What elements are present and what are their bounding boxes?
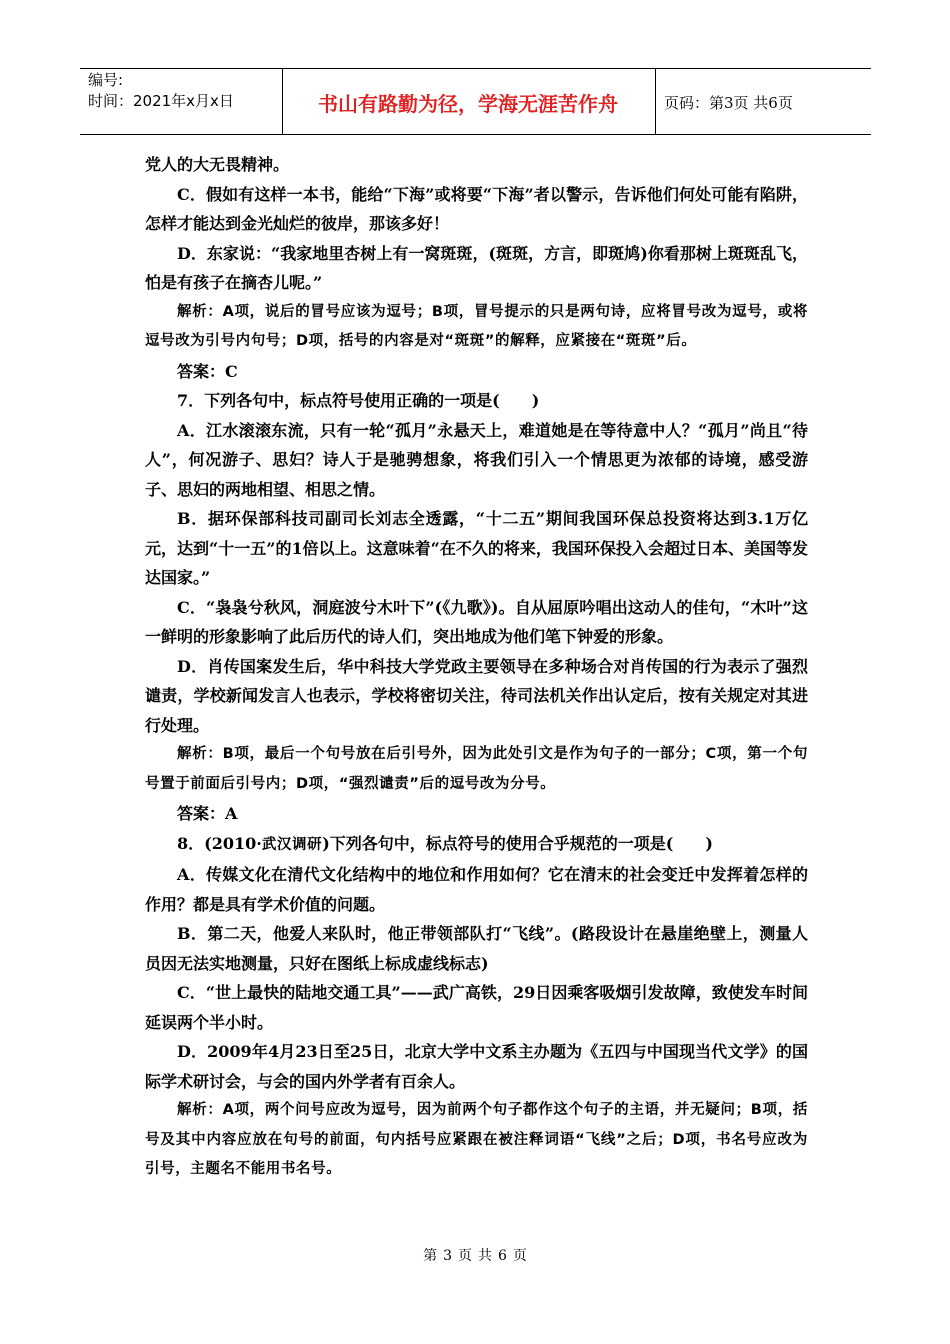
option-c: C．“世上最快的陆地交通工具”——武广高铁，29日因乘客吸烟引发故障，致使发车时间延误两个半小时。 xyxy=(145,983,808,1032)
answer: 答案：A xyxy=(177,804,238,823)
footer-page-number: 3 xyxy=(443,1248,452,1264)
explanation: 解析：A项，两个问号应改为逗号，因为前两个句子都作这个句子的主语，并无疑问；B项，括号及其中内容应放在句号的前面，句内括号应紧跟在被注释词语“飞线”之后；D项，书名号应改为引号，主题名不能用书名号。 xyxy=(145,1102,808,1177)
doc-date-label: 时间：2021年x月x日 xyxy=(88,92,234,110)
option-a: A．江水滚滚东流，只有一轮“孤月”永悬天上，难道她是在等待意中人？“孤月”尚且“待人”，何况游子、思妇？诗人于是驰骋想象，将我们引入一个情思更为浓郁的诗境，感受游子、思妇的两地相望、相思之情。 xyxy=(145,420,808,499)
header-rule-top xyxy=(80,68,871,69)
question-8-source: 武汉调研 xyxy=(261,836,323,853)
option-b: B．第二天，他爱人来队时，他正带领部队打“飞线”。(路段设计在悬崖绝壁上，测量人员因无法实地测量，只好在图纸上标成虚线标志) xyxy=(145,924,808,973)
doc-code-label: 编号: xyxy=(88,71,124,89)
question-8 xyxy=(145,829,808,861)
answer: 答案：C xyxy=(177,361,238,381)
question-7: 7．下列各句中，标点符号使用正确的一项是( ) xyxy=(177,391,540,410)
paragraph: 党人的大无畏精神。 xyxy=(145,155,290,174)
header-rule-bottom xyxy=(80,134,871,135)
footer-ye: 页 xyxy=(458,1248,472,1264)
explanation: 解析：A项，说后的冒号应该为逗号；B项，冒号提示的只是两句诗，应将冒号改为逗号，或将逗号改为引号内句号；D项，括号的内容是对“斑斑”的解释，应紧接在“斑斑”后。 xyxy=(145,303,808,349)
option-d: D．2009年4月23日至25日，北京大学中文系主办题为《五四与中国现当代文学》的国际学术研讨会，与会的国内外学者有百余人。 xyxy=(145,1042,808,1091)
option-c: C．“袅袅兮秋风，洞庭波兮木叶下”(《九歌》)。自从屈原吟唱出这动人的佳句，“木叶”这一鲜明的形象影响了此后历代的诗人们，突出地成为他们笔下钟爱的形象。 xyxy=(145,597,808,646)
header-meta xyxy=(88,70,234,112)
header-page-info: 页码：第3页 共6页 xyxy=(664,93,793,112)
question-8-text: )下列各句中，标点符号的使用合乎规范的一项是( ) xyxy=(322,833,713,853)
option-d: D．肖传国案发生后，华中科技大学党政主要领导在多种场合对肖传国的行为表示了强烈谴责，学校新闻发言人也表示，学校将密切关注，待司法机关作出认定后，按有关规定对其进行处理。 xyxy=(145,656,808,735)
footer-total-pages: 6 xyxy=(498,1248,507,1264)
option-c: C．假如有这样一本书，能给“下海”或将要“下海”者以警示，告诉他们何处可能有陷阱，怎样才能达到金光灿烂的彼岸，那该多好！ xyxy=(145,184,808,233)
explanation: 解析：B项，最后一个句号放在后引号外，因为此处引文是作为句子的一部分；C项，第一个句号置于前面后引号内；D项，“强烈谴责”后的逗号改为分号。 xyxy=(145,746,808,792)
option-a: A．传媒文化在清代文化结构中的地位和作用如何？它在清末的社会变迁中发挥着怎样的作用？都是具有学术价值的问题。 xyxy=(145,865,808,914)
option-b: B．据环保部科技司副司长刘志全透露，“十二五”期间我国环保总投资将达到3.1万亿元，达到“十一五”的1倍以上。这意味着“在不久的将来，我国环保投入会超过日本、美国等发达国家。” xyxy=(145,509,808,587)
header-motto: 书山有路勤为径，学海无涯苦作舟 xyxy=(318,91,618,116)
document-body xyxy=(145,150,808,1185)
header-divider-right xyxy=(655,68,656,134)
option-d: D．东家说：“我家地里杏树上有一窝斑斑，(斑斑，方言，即斑鸠)你看那树上斑斑乱飞，怕是有孩子在摘杏儿呢。” xyxy=(145,243,808,292)
footer-gong: 共 xyxy=(478,1248,492,1264)
question-8-prefix: 8．(2010· xyxy=(177,833,262,853)
footer-ye: 页 xyxy=(512,1248,527,1264)
page-footer xyxy=(0,1245,950,1265)
footer-di: 第 xyxy=(423,1248,438,1264)
